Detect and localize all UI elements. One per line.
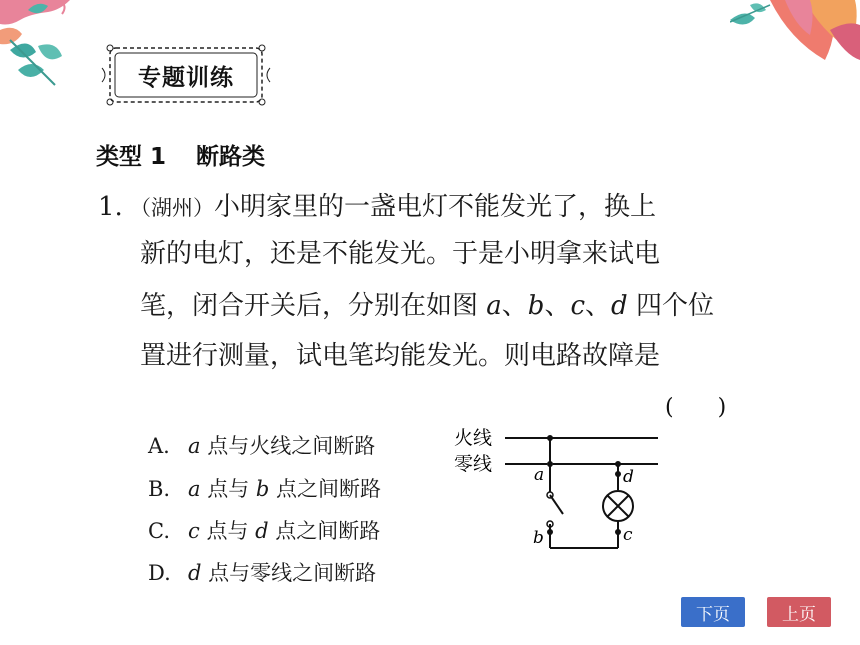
option-text: 点与 — [199, 519, 256, 543]
circuit-diagram — [450, 420, 665, 560]
option-letter: C. — [148, 519, 170, 543]
point-d-dot — [615, 471, 621, 477]
switch-icon — [550, 495, 563, 514]
option-text: 点与 — [200, 477, 256, 501]
question-line-4: 置进行测量，试电笔均能发光。则电路故障是 — [140, 341, 661, 371]
var-a: a — [486, 291, 502, 321]
option-var: a — [188, 477, 201, 501]
question-text-3b: 四个位 — [627, 291, 714, 321]
option-var: b — [255, 477, 270, 501]
option-a — [148, 430, 375, 460]
separator: 、 — [585, 291, 612, 321]
leaf-decoration-left — [0, 0, 80, 95]
option-d — [148, 557, 376, 587]
next-page-button[interactable]: 下页 — [681, 597, 745, 627]
point-b-dot — [547, 529, 553, 535]
option-var: a — [188, 434, 201, 458]
point-a-dot — [547, 461, 553, 467]
question-line-3 — [140, 291, 714, 321]
option-letter: A. — [148, 434, 170, 458]
question-text-1: 小明家里的一盏电灯不能发光了，换上 — [214, 192, 657, 222]
separator: 、 — [544, 291, 571, 321]
option-c — [148, 515, 380, 545]
neutral-wire-label: 零线 — [454, 453, 493, 475]
option-text: 点与零线之间断路 — [201, 561, 377, 585]
leaf-decoration-right — [730, 0, 860, 70]
prev-page-button[interactable]: 上页 — [767, 597, 831, 627]
point-a-label: a — [534, 465, 545, 485]
var-d: d — [611, 291, 628, 321]
question-number: 1. — [98, 192, 123, 222]
point-b-label: b — [533, 528, 544, 548]
point-c-dot — [615, 529, 621, 535]
question-source: （湖州） — [130, 196, 214, 220]
type-label: 类型 1 — [96, 144, 167, 170]
option-var: c — [188, 519, 200, 543]
option-text: 点与火线之间断路 — [200, 434, 376, 458]
live-wire-label: 火线 — [454, 427, 493, 449]
option-text: 点之间断路 — [269, 477, 382, 501]
answer-blank: ( ) — [665, 395, 727, 420]
point-d-label: d — [623, 467, 634, 487]
separator: 、 — [501, 291, 528, 321]
var-c: c — [570, 291, 586, 321]
option-letter: D. — [148, 561, 171, 585]
page-title: 专题训练 — [138, 64, 234, 91]
option-var: d — [255, 519, 269, 543]
question-line-1 — [130, 192, 656, 223]
question-text-3a: 笔，闭合开关后，分别在如图 — [140, 291, 487, 321]
type-name: 断路类 — [196, 144, 266, 170]
type-heading — [96, 138, 265, 171]
option-b — [148, 473, 381, 503]
option-text: 点之间断路 — [268, 519, 381, 543]
section-title-banner — [100, 40, 272, 110]
point-c-label: c — [623, 525, 633, 545]
option-letter: B. — [148, 477, 171, 501]
option-var: d — [188, 561, 202, 585]
var-b: b — [527, 291, 545, 321]
question-line-2: 新的电灯，还是不能发光。于是小明拿来试电 — [140, 239, 661, 269]
